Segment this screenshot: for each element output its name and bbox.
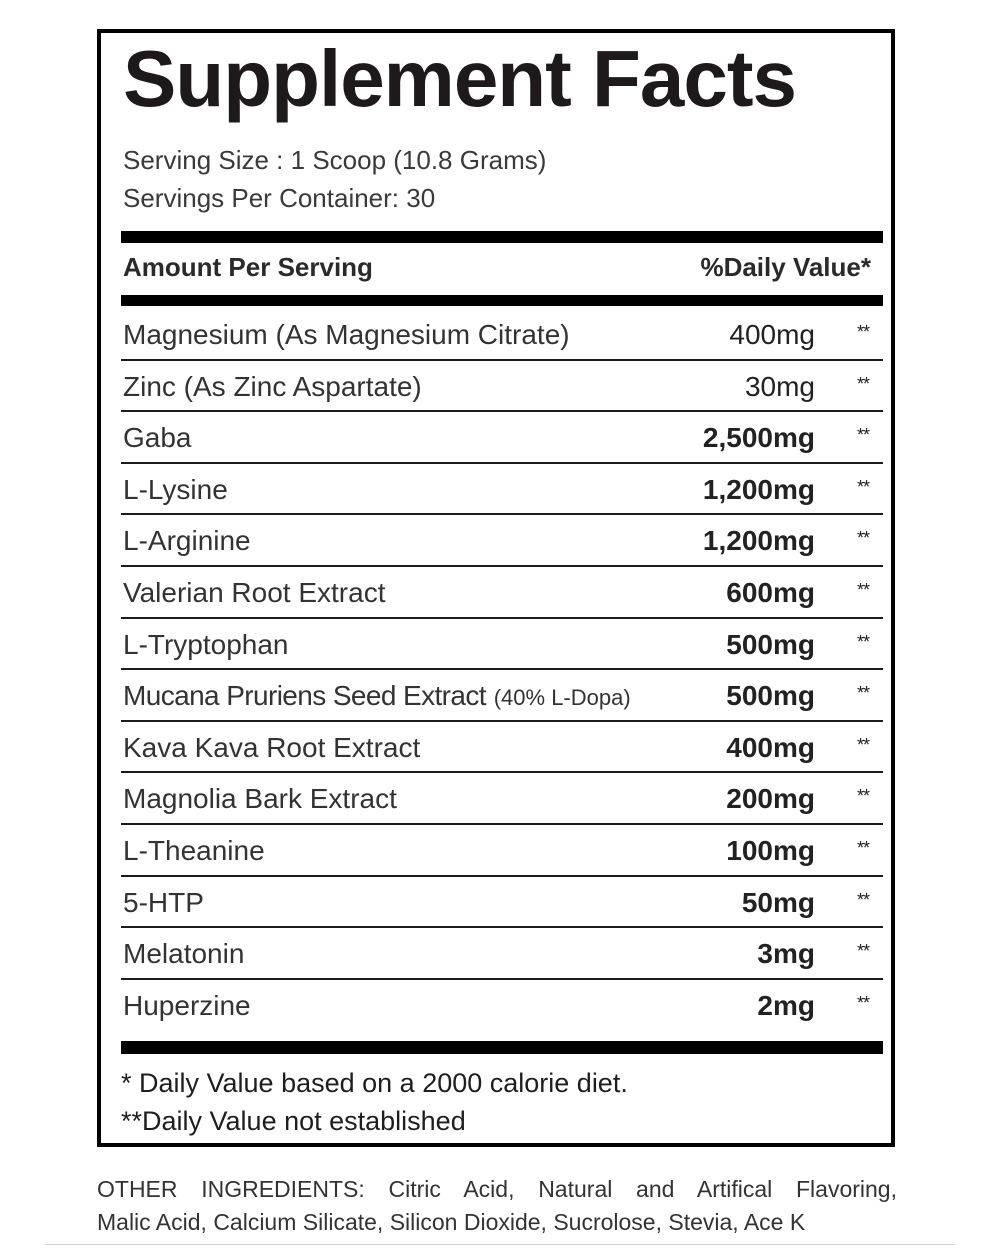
daily-value-marker: **: [856, 734, 869, 755]
ingredient-amount: 2,500mg: [702, 422, 815, 454]
daily-value-marker: **: [856, 992, 869, 1013]
daily-value-marker: **: [856, 837, 869, 858]
divider-bar: [121, 1041, 883, 1054]
amount-per-serving-label: Amount Per Serving: [123, 252, 373, 282]
table-row: [121, 722, 883, 774]
table-row: [121, 825, 883, 877]
daily-value-marker: **: [856, 631, 869, 652]
not-established-footnote: **Daily Value not established: [121, 1106, 466, 1136]
table-row: [121, 773, 883, 825]
ingredient-name-main: Mucana Pruriens Seed Extract: [123, 680, 486, 712]
table-row: [121, 309, 883, 361]
daily-value-label: %Daily Value*: [700, 252, 871, 282]
table-row: [121, 361, 883, 413]
ingredient-name: L-Lysine: [123, 473, 228, 505]
ingredient-table: [121, 309, 883, 1031]
other-ingredients-line: OTHER INGREDIENTS: Citric Acid, Natural and Artifical Flavoring,: [97, 1176, 897, 1202]
supplement-facts-panel: [97, 29, 895, 1147]
table-row: [121, 928, 883, 980]
ingredient-amount: 500mg: [726, 628, 815, 660]
divider-bar: [121, 295, 883, 306]
ingredient-name: Magnolia Bark Extract: [123, 783, 397, 815]
daily-value-marker: **: [856, 373, 869, 394]
other-ingredients: [97, 1173, 897, 1239]
ingredient-amount: 1,200mg: [702, 525, 815, 557]
ingredient-amount: 400mg: [726, 731, 815, 763]
ingredient-amount: 30mg: [744, 370, 815, 402]
table-row: [121, 567, 883, 619]
daily-value-marker: **: [856, 786, 869, 807]
ingredient-name: [123, 682, 631, 710]
daily-value-marker: **: [856, 941, 869, 962]
ingredient-amount: 2mg: [757, 989, 815, 1021]
ingredient-name: 5-HTP: [123, 886, 204, 918]
serving-size: Serving Size : 1 Scoop (10.8 Grams): [123, 145, 547, 175]
ingredient-name: Zinc (As Zinc Aspartate): [123, 370, 422, 402]
ingredient-amount: 50mg: [741, 886, 815, 918]
table-row: [121, 877, 883, 929]
ingredient-amount: 400mg: [729, 319, 815, 350]
ingredient-amount: 3mg: [757, 938, 815, 970]
divider-bar: [121, 231, 883, 243]
table-row: [121, 980, 883, 1032]
ingredient-name: L-Theanine: [123, 834, 265, 866]
ingredient-amount: 200mg: [726, 783, 815, 815]
table-row: [121, 412, 883, 464]
daily-value-marker: **: [856, 889, 869, 910]
ingredient-name: Magnesium (As Magnesium Citrate): [123, 319, 570, 350]
table-row: [121, 464, 883, 516]
ingredient-name: Melatonin: [123, 938, 245, 970]
ingredient-name: Valerian Root Extract: [123, 576, 386, 608]
ingredient-amount: 1,200mg: [702, 473, 815, 505]
daily-value-marker: **: [856, 425, 869, 446]
ingredient-name: Gaba: [123, 422, 192, 454]
ingredient-name: Kava Kava Root Extract: [123, 731, 421, 763]
ingredient-name-note: (40% L-Dopa): [493, 685, 631, 711]
daily-value-marker: **: [856, 528, 869, 549]
ingredient-amount: 600mg: [726, 576, 815, 608]
ingredient-name: L-Tryptophan: [123, 628, 289, 660]
ingredient-name: Huperzine: [123, 989, 251, 1021]
servings-per-container: Servings Per Container: 30: [123, 183, 436, 213]
table-row: [121, 670, 883, 722]
table-row: [121, 619, 883, 671]
ingredient-name: L-Arginine: [123, 525, 251, 557]
daily-value-marker: **: [856, 579, 869, 600]
daily-value-marker: **: [856, 476, 869, 497]
table-row: [121, 515, 883, 567]
ingredient-amount: 100mg: [726, 834, 815, 866]
other-ingredients-line: Malic Acid, Calcium Silicate, Silicon Dioxide, Sucrolose, Stevia, Ace K: [97, 1209, 806, 1235]
daily-value-marker: **: [856, 322, 869, 342]
daily-value-footnote: * Daily Value based on a 2000 calorie diet.: [121, 1068, 628, 1098]
ingredient-amount: 500mg: [726, 680, 815, 712]
panel-title: Supplement Facts: [123, 34, 797, 123]
daily-value-marker: **: [856, 683, 869, 704]
bottom-divider: [45, 1244, 955, 1245]
